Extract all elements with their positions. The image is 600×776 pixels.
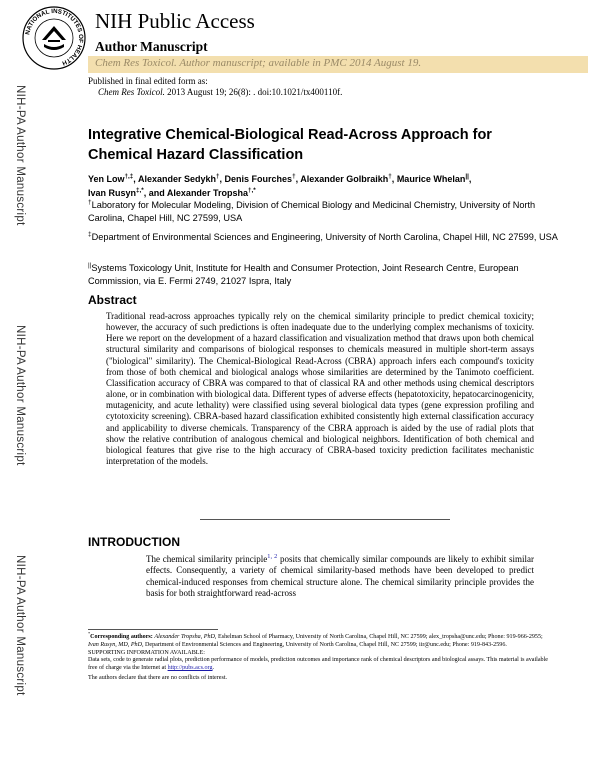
corresponding-details: , Eshelman School of Pharmacy, University of North Carolina, Chapel Hill, NC 27599; alex_tropsha@unc.edu; Phone: 919-966-2955; — [214, 634, 543, 641]
sidebar-label-middle: NIH-PA Author Manuscript — [14, 325, 26, 466]
author-name: Denis Fourches — [224, 174, 293, 184]
affiliation-mark: † — [88, 198, 92, 206]
introduction-heading: INTRODUCTION — [88, 535, 180, 549]
sidebar-label-bottom: NIH-PA Author Manuscript — [14, 555, 26, 696]
corresponding-name: Alexander Tropsha, PhD — [154, 634, 215, 641]
supporting-info-body: Data sets, code to generate radial plots, prediction performance of models, prediction outcomes and importance rank of chemical descriptors and biological assays. This material is available free of charge via the Internet at — [88, 657, 548, 672]
logo-ring-text: NATIONAL INSTITUTES OF HEALTH — [24, 7, 85, 67]
pubs-acs-link[interactable]: http://pubs.acs.org — [167, 665, 213, 672]
author-affil-mark: † — [216, 173, 220, 180]
author-list: Yen Low†,‡, Alexander Sedykh†, Denis Fourches†, Alexander Golbraikh†, Maurice Whelan||, Ivan Rusyn‡,*, and Alexander Tropsha†,* — [88, 173, 472, 198]
author-affil-mark: †,‡ — [124, 173, 134, 180]
affiliation-item — [88, 199, 558, 224]
supporting-info-text — [88, 657, 548, 673]
author-manuscript-label: Author Manuscript — [95, 39, 208, 54]
article-title: Integrative Chemical-Biological Read-Across Approach for Chemical Hazard Classification — [88, 127, 492, 163]
supporting-info-heading: SUPPORTING INFORMATION AVAILABLE: — [88, 649, 205, 656]
intro-text-rest: posits that chemically similar compounds are likely to exhibit similar effects. Consequently, a variety of chemical similarity-based methods have been developed to predict chemical-induced responses from chemical structure alone. The chemical similarity principle provides the basis for both straightforward read-across — [146, 554, 534, 598]
citation-details: 2013 August 19; 26(8): . doi:10.1021/tx400110f. — [164, 87, 343, 97]
reference-citation[interactable]: 1, 2 — [267, 553, 278, 560]
corresponding-label: Corresponding authors: — [90, 634, 153, 641]
svg-text:NATIONAL INSTITUTES OF HEALTH — [24, 8, 84, 67]
section-divider — [200, 519, 450, 520]
author-name: Alexander Sedykh — [137, 174, 216, 184]
abstract-heading: Abstract — [88, 293, 137, 307]
author-affil-mark: ‡,* — [136, 187, 144, 194]
footnote-mark: * — [88, 631, 91, 636]
author-affil-mark: || — [465, 173, 469, 180]
author-affil-mark: †,* — [247, 187, 256, 194]
corresponding-authors-note — [88, 631, 548, 650]
introduction-body — [146, 554, 534, 599]
nih-public-access-title: NIH Public Access — [95, 9, 255, 33]
supporting-info-end: . — [212, 665, 215, 672]
affiliation-item — [88, 262, 558, 287]
author-name: Alexander Tropsha — [166, 188, 248, 198]
corresponding-details: , Department of Environmental Sciences and Engineering, University of North Carolina, Chapel Hill, NC 27599; iir@unc.edu; Phone: 919-843-2596. — [141, 641, 507, 648]
author-name: Alexander Golbraikh — [300, 174, 389, 184]
footnotes — [88, 631, 548, 683]
abstract-body: Traditional read-across approaches typically rely on the chemical similarity principle to predict chemical toxicity; however, the accuracy of such predictions is often inadequate due to the underlying complex mechanisms of toxicity. Here we report on the development of a hazard classification and visualization method that draws upon both chemical structural similarity and comparisons of biological responses to chemicals measured in multiple short-term assays ("biological" similarity). The Chemical-Biological Read-Across (CBRA) approach infers each compound's toxicity from those of both chemical and biological analogs whose similarities are determined by the Tanimoto coefficient. Classification accuracy of CBRA was compared to that of classical RA and other methods using chemical descriptors alone, or in combination with biological data. Different types of adverse effects (hepatotoxicity, hepatocarcinogenicity, mutagenicity, and acute lethality) were classified using several biological data types (gene expression profiling and cytotoxicity screening). CBRA-based hazard classification exhibited consistently high external classification accuracy and applicability to diverse chemicals. Transparency of the CBRA approach is aided by the use of radial plots that show the relative contribution of analogous chemical and biological neighbors. Identification of both chemical and biological features that give rise to the high accuracy of CBRA-based toxicity prediction facilitates mechanistic interpretation of the models. — [106, 311, 534, 467]
author-affil-mark: † — [388, 173, 392, 180]
author-name: Yen Low — [88, 174, 125, 184]
affiliation-mark: ‡ — [88, 230, 92, 238]
affiliation-item — [88, 231, 558, 244]
published-line: Published in final edited form as: — [88, 76, 208, 86]
author-name: Ivan Rusyn — [88, 188, 137, 198]
affiliation-mark: || — [88, 261, 92, 269]
corresponding-name: Ivan Rusyn, MD, PhD — [88, 641, 142, 648]
intro-text-start: The chemical similarity principle — [146, 554, 268, 564]
affiliation-text: Laboratory for Molecular Modeling, Division of Chemical Biology and Medicinal Chemistry, University of North Carolina, Chapel Hill, NC 27599, USA — [88, 200, 536, 223]
affiliation-text: Department of Environmental Sciences and Engineering, University of North Carolina, Chapel Hill, NC 27599, USA — [91, 232, 558, 242]
author-affil-mark: † — [292, 173, 296, 180]
nih-logo — [22, 6, 86, 70]
author-conjunction: and — [148, 188, 165, 198]
citation-line — [98, 87, 342, 97]
affiliation-text: Systems Toxicology Unit, Institute for Health and Consumer Protection, Joint Research Centre, European Commission, via E. Fermi 2749, 21027 Ispra, Italy — [88, 263, 519, 286]
footnote-divider — [88, 629, 218, 630]
author-name: Maurice Whelan — [396, 174, 466, 184]
citation-journal: Chem Res Toxicol. — [98, 87, 165, 97]
sidebar-label-top: NIH-PA Author Manuscript — [14, 85, 26, 226]
availability-text: Chem Res Toxicol. Author manuscript; available in PMC 2014 August 19. — [95, 57, 422, 69]
availability-band — [88, 56, 588, 73]
conflict-statement: The authors declare that there are no conflicts of interest. — [88, 675, 228, 682]
